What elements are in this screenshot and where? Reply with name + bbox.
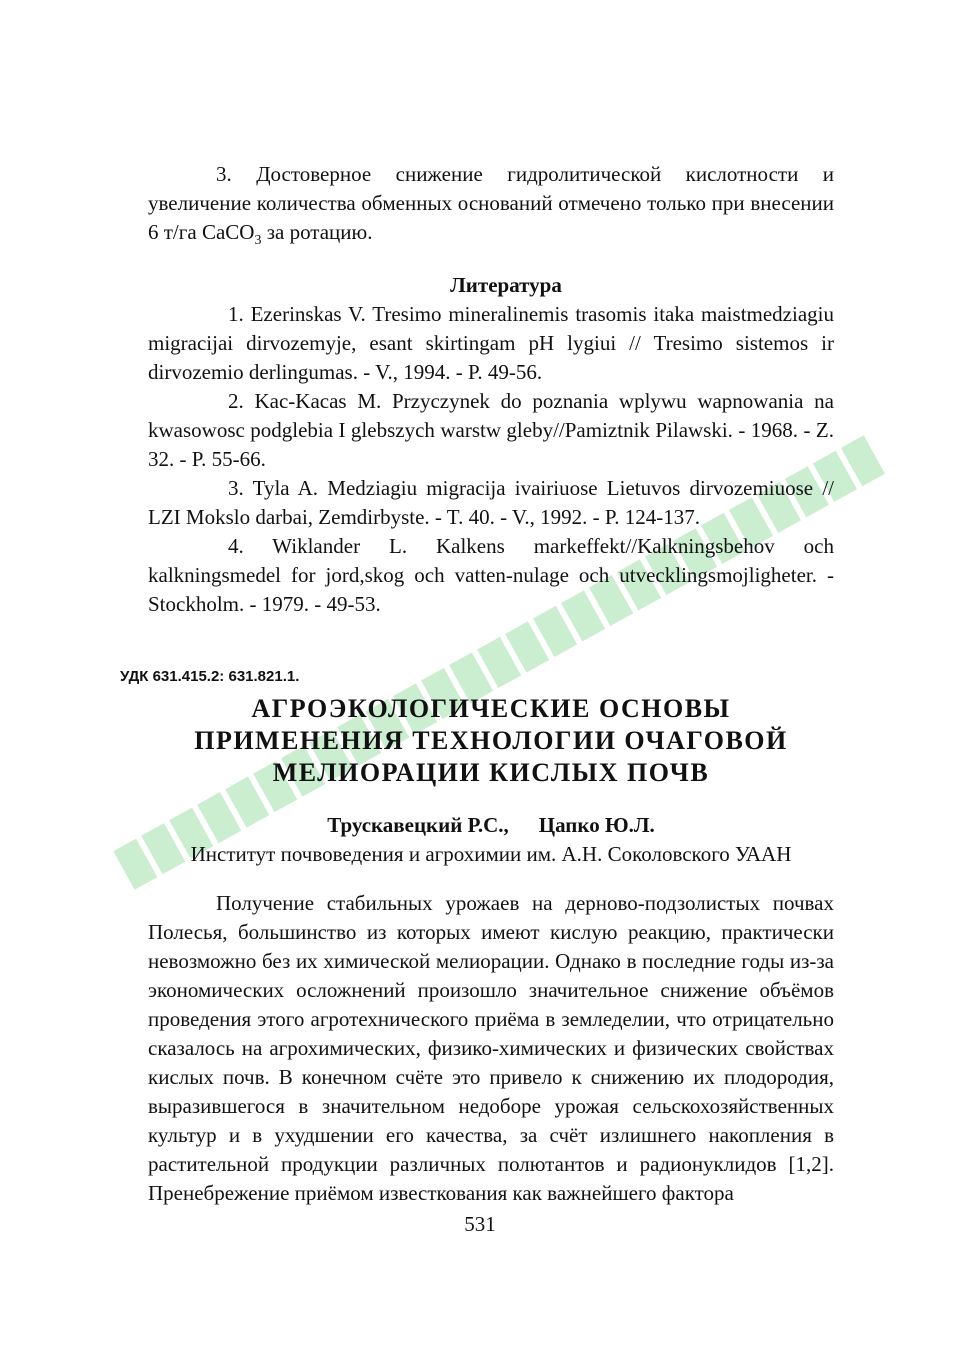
page-content [120,160,834,1208]
article-body-paragraph: Получение стабильных урожаев на дерново-подзолистых почвах Полесья, большинство из которых имеют кислую реакцию, практически невозможно без их химической мелиорации. Однако в последние годы из-за экономических осложнений произошло значительное снижение объёмов проведения этого агротехнического приёма в земледелии, что отрицательно сказалось на агрохимических, физико-химических и физических свойствах кислых почв. В конечном счёте это привело к снижению их плодородия, выразившегося в значительном недоборе урожая сельскохозяйственных культур и в ухудшении его качества, за счёт излишнего накопления в растительной продукции различных полютантов и радионуклидов [1,2]. Пренебрежение приёмом известкования как важнейшего фактора [148,891,834,1205]
reference-item: 3. Tyla A. Medziagiu migracija ivairiuose Lietuvos dirvozemiuose // LZI Mokslo darbai, Zemdirbyste. - T. 40. - V., 1992. - P. 124-137. [148,476,834,529]
reference-item: 1. Ezerinskas V. Tresimo mineralinemis trasomis itaka maistmedziagiu migracijai dirvozemyje, esant skirtingam pH lygiui // Tresimo sistemos ir dirvozemio derlingumas. - V., 1994. - P. 49-56. [148,302,834,384]
article-title [148,693,834,789]
title-line: АГРОЭКОЛОГИЧЕСКИЕ ОСНОВЫ [251,694,731,723]
institute: Институт почвоведения и агрохимии им. А.Н. Соколовского УААН [190,842,792,866]
page-number: 531 [464,1212,496,1236]
conclusion-tail: за ротацию. [261,220,373,244]
udk-code: УДК 631.415.2: 631.821.1. [120,668,300,685]
reference-item: 4. Wiklander L. Kalkens markeffekt//Kalkningsbehov och kalkningsmedel for jord,skog och vatten-nulage och utvecklingsmojligheter. - Stockholm. - 1979. - 49-53. [148,534,834,616]
author-name: Трускавецкий Р.С., [327,813,509,837]
authors [148,811,834,840]
conclusion-item-3 [148,160,834,247]
title-line: МЕЛИОРАЦИИ КИСЛЫХ ПОЧВ [272,758,710,787]
literature-heading: Литература [450,273,562,297]
subscript: 3 [254,233,262,249]
title-line: ПРИМЕНЕНИЯ ТЕХНОЛОГИИ ОЧАГОВОЙ [194,726,788,755]
reference-item: 2. Kac-Kacas M. Przyczynek do poznania wplywu wapnowania na kwasowosc podglebia I glebszych warstw gleby//Pamiztnik Pilawski. - 1968. - Z. 32. - P. 55-66. [148,389,834,471]
author-name: Цапко Ю.Л. [538,813,655,837]
conclusion-text: 3. Достоверное снижение гидролитической кислотности и увеличение количества обменных оснований отмечено только при внесении 6 т/га CaCO [148,162,834,244]
